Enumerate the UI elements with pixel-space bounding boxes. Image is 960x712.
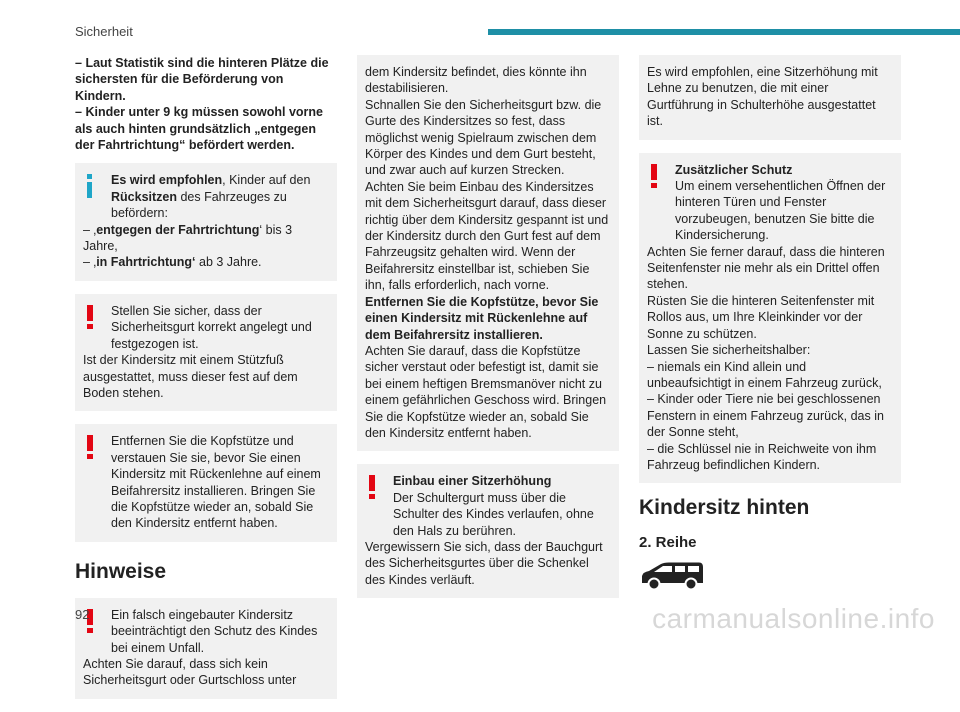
heading-2-reihe: 2. Reihe (639, 534, 697, 552)
page-number: 92 (75, 607, 90, 622)
continued-box: dem Kindersitz befindet, dies könnte ihn destabilisieren. Schnallen Sie den Sicherheitsgurt bzw. die Gurte des Kindersitzes so fest, dass möglichst wenig Spielraum zwischen dem Körper des Kindes und dem Gurt besteht, und zwar auch auf kurzen Strecken. Achten Sie beim Einbau des Kindersitzes mit dem Sicherheitsgurt darauf, dass dieser richtig über dem Kindersitz gespannt ist und der Kindersitz durch den Gurt fest auf dem Fahrzeugsitz gehalten wird. Wenn der Beifahrersitz einstellbar ist, schieben Sie ihn, falls erforderlich, nach vorne. Entfernen Sie die Kopfstütze, bevor Sie einen Kindersitz mit Rückenlehne auf dem Beifahrersitz installieren. Achten Sie darauf, dass die Kopfstütze sicher verstaut oder befestigt ist, damit sie bei einem heftigen Bremsmanöver nicht zu einem gefährlichen Geschoss wird. Bringen Sie die Kopfstütze wieder an, sobald Sie den Kindersitz entfernt haben. (357, 55, 619, 451)
heading-kindersitz-hinten: Kindersitz hinten (639, 496, 810, 520)
info-box: Es wird empfohlen, Kinder auf den Rücksitzen des Fahrzeuges zu befördern: – ‚entgegen der Fahrtrichtung‘ bis 3 Jahre, – ‚in Fahrtrichtung‘ ab 3 Jahre. (75, 163, 337, 280)
info-icon (85, 174, 95, 198)
warning-icon (85, 305, 95, 329)
warning-box-seatbelt: Stellen Sie sicher, dass der Sicherheitsgurt korrekt angelegt und festgezogen ist. Ist der Kindersitz mit einem Stützfuß ausgestattet, muss dieser fest auf dem Boden stehen. (75, 294, 337, 411)
column-2 (357, 55, 619, 611)
header-accent-bar (488, 29, 960, 35)
warning-icon (367, 475, 377, 499)
warning-icon (85, 435, 95, 459)
section-title: Sicherheit (75, 24, 133, 39)
warning-box-incorrect-seat: Ein falsch eingebauter Kindersitz beeinträchtigt den Schutz des Kindes bei einem Unfall. Achten Sie darauf, dass sich kein Sicherheitsgurt oder Gurtschloss unter (75, 598, 337, 699)
watermark: carmanualsonline.info (652, 603, 935, 634)
warning-icon (649, 164, 659, 188)
heading-hinweise: Hinweise (75, 559, 167, 583)
column-3 (639, 55, 901, 596)
car-side-icon (639, 561, 705, 591)
intro-bullets: – Laut Statistik sind die hinteren Plätze die sichersten für die Beförderung von Kindern. – Kinder unter 9 kg müssen sowohl vorne als auch hinten grundsätzlich „entgegen der Fahrtrichtung“ befördert werden. (75, 56, 329, 153)
warning-box-booster: Einbau einer Sitzerhöhung Der Schultergurt muss über die Schulter des Kindes verlaufen, ohne den Hals zu berühren. Vergewissern Sie sich, dass der Bauchgurt des Sicherheitsgurtes über die Schenkel des Kindes verläuft. (357, 464, 619, 598)
warning-box-headrest: Entfernen Sie die Kopfstütze und verstauen Sie sie, bevor Sie einen Kindersitz mit Rückenlehne auf einem Beifahrersitz installieren. Bringen Sie die Kopfstütze wieder an, sobald Sie den Kindersitz entfernt haben. (75, 424, 337, 541)
column-1 (75, 55, 337, 712)
warning-box-additional-protection: Zusätzlicher Schutz Um einem versehentlichen Öffnen der hinteren Türen und Fenster vorzubeugen, benutzen Sie bitte die Kindersicherung. Achten Sie ferner darauf, dass die hinteren Seitenfenster nie mehr als ein Drittel offen stehen. Rüsten Sie die hinteren Seitenfenster mit Rollos aus, um Ihre Kleinkinder vor der Sonne zu schützen. Lassen Sie sicherheitshalber: – niemals ein Kind allein und unbeaufsichtigt in einem Fahrzeug zurück, – Kinder oder Tiere nie bei geschlossenen Fenstern in einem Fahrzeug zurück, das in der Sonne steht, – die Schlüssel nie in Reichweite von ihm Fahrzeug befindlichen Kindern. (639, 153, 901, 484)
booster-recommendation-box: Es wird empfohlen, eine Sitzerhöhung mit Lehne zu benutzen, die mit einer Gurtführung in Schulterhöhe ausgestattet ist. (639, 55, 901, 140)
